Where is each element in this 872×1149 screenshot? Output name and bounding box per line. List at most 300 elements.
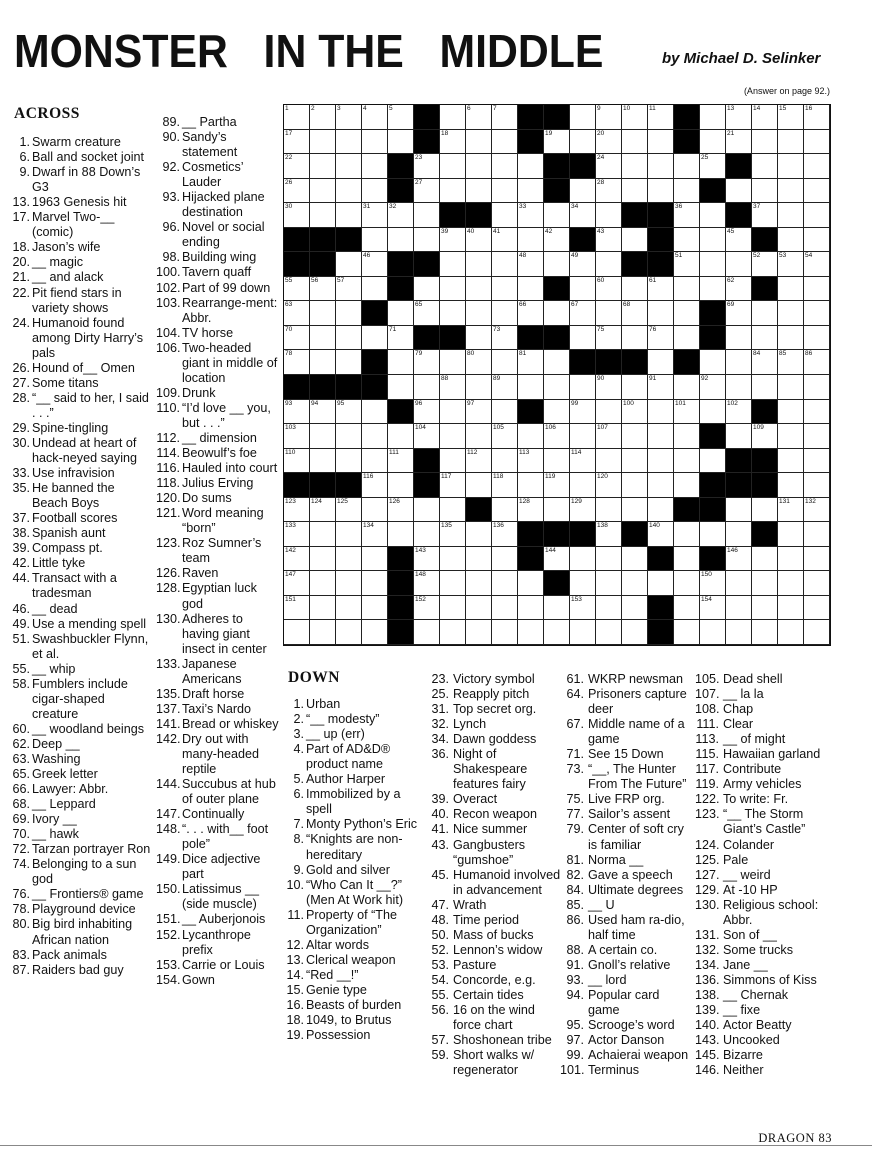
grid-square xyxy=(648,179,674,204)
grid-square xyxy=(570,400,596,425)
clue-number: 132. xyxy=(695,942,720,957)
clue-number: 149. xyxy=(156,852,181,867)
grid-square xyxy=(284,596,310,621)
clue-text: Humanoid found among Dirty Harry’s pals xyxy=(32,315,144,360)
grid-number: 143 xyxy=(415,546,426,554)
grid-square xyxy=(310,547,336,572)
across-clue xyxy=(14,902,152,917)
grid-square xyxy=(284,179,310,204)
clue-number: 80. xyxy=(12,917,30,932)
grid-number: 78 xyxy=(285,350,293,358)
clue-text: At -10 HP xyxy=(723,882,778,897)
grid-number: 14 xyxy=(753,105,761,112)
across-clue xyxy=(14,752,152,767)
grid-block xyxy=(700,424,726,449)
clue-number: 133. xyxy=(156,656,181,671)
grid-number: 85 xyxy=(779,350,787,358)
grid-square xyxy=(596,105,622,130)
clue-number: 117. xyxy=(695,762,719,777)
grid-number: 107 xyxy=(597,424,608,432)
grid-square xyxy=(700,252,726,277)
grid-square xyxy=(752,571,778,596)
across-clue xyxy=(156,325,280,341)
clue-number: 68. xyxy=(12,797,30,812)
grid-number: 32 xyxy=(389,203,397,211)
clue-text: Lennon’s widow xyxy=(453,942,543,957)
down-clue xyxy=(288,938,422,953)
grid-square xyxy=(310,179,336,204)
clue-number: 20. xyxy=(12,255,30,270)
grid-square xyxy=(804,130,830,155)
grid-square xyxy=(778,449,804,474)
grid-square xyxy=(648,301,674,326)
grid-square xyxy=(466,596,492,621)
clue-number: 49. xyxy=(12,616,30,631)
grid-square xyxy=(778,400,804,425)
grid-number: 124 xyxy=(311,497,322,505)
grid-square xyxy=(700,130,726,155)
grid-square xyxy=(622,130,648,155)
clue-number: 13. xyxy=(286,952,304,967)
across-clue xyxy=(14,270,152,285)
clue-number: 45. xyxy=(431,867,449,882)
across-clue xyxy=(14,255,152,270)
down-clue xyxy=(697,702,837,717)
clue-number: 151. xyxy=(156,912,181,927)
grid-square xyxy=(492,105,518,130)
grid-square xyxy=(388,498,414,523)
across-clue xyxy=(14,466,152,481)
clue-number: 120. xyxy=(156,491,181,506)
grid-square xyxy=(440,252,466,277)
grid-square xyxy=(518,252,544,277)
across-clue xyxy=(14,541,152,556)
across-clue xyxy=(156,852,280,882)
grid-square xyxy=(466,522,492,547)
clue-text: Ultimate degrees xyxy=(588,882,684,897)
grid-square xyxy=(440,473,466,498)
clue-text: A certain co. xyxy=(588,942,658,957)
down-clue xyxy=(427,822,561,837)
grid-number: 153 xyxy=(571,595,582,603)
grid-square xyxy=(726,596,752,621)
down-clue xyxy=(427,732,561,747)
grid-square xyxy=(310,301,336,326)
grid-square xyxy=(466,130,492,155)
grid-square xyxy=(674,326,700,351)
down-clue xyxy=(697,717,837,732)
grid-block xyxy=(726,154,752,179)
grid-square xyxy=(804,498,830,523)
grid-number: 40 xyxy=(467,227,475,235)
across-clue xyxy=(14,887,152,902)
clue-text: Japanese Americans xyxy=(182,656,242,686)
clue-number: 97. xyxy=(566,1033,584,1048)
clue-text: Ball and socket joint xyxy=(32,150,145,165)
grid-square xyxy=(752,375,778,400)
grid-square xyxy=(596,301,622,326)
clue-number: 111. xyxy=(696,717,719,732)
down-clue xyxy=(697,943,837,958)
grid-square xyxy=(310,277,336,302)
down-clue xyxy=(697,883,837,898)
clue-number: 25. xyxy=(431,687,449,702)
grid-square xyxy=(440,424,466,449)
grid-square xyxy=(310,424,336,449)
grid-square xyxy=(804,252,830,277)
grid-square xyxy=(440,154,466,179)
grid-square xyxy=(804,400,830,425)
grid-square xyxy=(388,424,414,449)
grid-number: 7 xyxy=(493,105,497,112)
clue-text: Achaierai weapon xyxy=(588,1048,689,1063)
grid-number: 109 xyxy=(753,424,764,432)
clue-number: 39. xyxy=(431,792,449,807)
across-clue xyxy=(160,190,280,220)
grid-number: 23 xyxy=(415,154,423,162)
grid-square xyxy=(544,400,570,425)
clue-number: 44. xyxy=(12,571,30,586)
grid-square xyxy=(752,326,778,351)
clue-text: Genie type xyxy=(306,982,367,997)
clue-text: Dead shell xyxy=(723,672,783,686)
clue-text: Use infravision xyxy=(32,466,115,481)
clue-number: 69. xyxy=(12,812,30,827)
down-clue xyxy=(697,762,837,777)
across-clue xyxy=(14,526,152,541)
grid-square xyxy=(414,522,440,547)
grid-square xyxy=(726,105,752,130)
down-clue xyxy=(288,1028,422,1043)
across-clue xyxy=(14,767,152,782)
clue-text: Word meaning “born” xyxy=(182,506,264,536)
grid-number: 66 xyxy=(519,301,527,309)
grid-number: 131 xyxy=(779,497,790,505)
grid-square xyxy=(362,252,388,277)
grid-square xyxy=(362,203,388,228)
grid-number: 39 xyxy=(441,227,449,235)
clue-number: 6. xyxy=(293,787,304,802)
grid-block xyxy=(570,228,596,253)
clue-number: 6. xyxy=(19,150,30,165)
grid-block xyxy=(674,105,700,130)
clue-text: “Red __!” xyxy=(306,967,359,982)
down-clue xyxy=(288,817,422,832)
across-clue xyxy=(14,617,152,632)
grid-square xyxy=(310,400,336,425)
clue-text: Simmons of Kiss xyxy=(723,972,817,987)
grid-square xyxy=(674,522,700,547)
grid-block xyxy=(700,473,726,498)
grid-square xyxy=(700,522,726,547)
grid-square xyxy=(440,596,466,621)
grid-square xyxy=(492,424,518,449)
grid-square xyxy=(466,449,492,474)
grid-square xyxy=(700,350,726,375)
across-clue xyxy=(160,220,280,250)
grid-square xyxy=(518,277,544,302)
grid-square xyxy=(362,179,388,204)
grid-square xyxy=(622,179,648,204)
grid-block xyxy=(440,326,466,351)
down-clue xyxy=(562,672,694,687)
grid-square xyxy=(492,449,518,474)
grid-square xyxy=(544,130,570,155)
clue-text: Pasture xyxy=(453,957,497,972)
across-clue xyxy=(14,662,152,677)
clue-number: 124. xyxy=(695,837,720,852)
across-clue xyxy=(156,716,280,732)
grid-square xyxy=(648,326,674,351)
grid-block xyxy=(310,252,336,277)
clue-text: Building wing xyxy=(182,250,257,265)
clue-number: 55. xyxy=(12,661,30,676)
grid-number: 154 xyxy=(701,595,712,603)
grid-square xyxy=(804,620,830,645)
clue-text: “Who Can It __?” (Men At Work hit) xyxy=(306,877,404,907)
grid-square xyxy=(492,130,518,155)
clue-number: 103. xyxy=(156,295,181,310)
clue-number: 102. xyxy=(156,280,181,295)
clue-number: 39. xyxy=(12,541,30,556)
clue-number: 57. xyxy=(431,1033,449,1048)
grid-square xyxy=(804,449,830,474)
grid-square xyxy=(310,154,336,179)
grid-square xyxy=(596,571,622,596)
grid-square xyxy=(492,596,518,621)
down-clue xyxy=(427,1033,561,1048)
clue-text: Possession xyxy=(306,1028,371,1043)
clue-number: 105. xyxy=(695,672,720,686)
grid-number: 151 xyxy=(285,595,296,603)
grid-square xyxy=(596,203,622,228)
across-clue xyxy=(14,286,152,316)
grid-number: 96 xyxy=(415,399,423,407)
down-clue xyxy=(562,943,694,958)
grid-square xyxy=(492,498,518,523)
page-footer: DRAGON 83 xyxy=(758,1131,832,1145)
grid-square xyxy=(492,228,518,253)
across-clue xyxy=(156,536,280,566)
grid-square xyxy=(726,400,752,425)
grid-number: 25 xyxy=(701,154,709,162)
grid-number: 125 xyxy=(337,497,348,505)
clue-text: __ weird xyxy=(723,867,771,882)
author-byline: by Michael D. Selinker xyxy=(662,50,821,67)
grid-number: 68 xyxy=(623,301,631,309)
grid-square xyxy=(414,547,440,572)
grid-square xyxy=(596,130,622,155)
grid-square xyxy=(388,130,414,155)
grid-square xyxy=(726,130,752,155)
clue-number: 94. xyxy=(566,987,584,1002)
grid-square xyxy=(284,203,310,228)
grid-block xyxy=(752,522,778,547)
clue-number: 85. xyxy=(566,897,584,912)
grid-square xyxy=(466,154,492,179)
clue-text: __ whip xyxy=(32,661,76,676)
grid-square xyxy=(752,179,778,204)
grid-square xyxy=(778,473,804,498)
grid-square xyxy=(752,596,778,621)
grid-number: 112 xyxy=(467,448,478,456)
clue-text: __ dimension xyxy=(182,430,257,445)
grid-square xyxy=(700,228,726,253)
grid-square xyxy=(596,375,622,400)
clue-number: 40. xyxy=(431,807,449,822)
clue-text: “__ said to her, I said . . .” xyxy=(32,390,149,420)
grid-square xyxy=(466,620,492,645)
grid-square xyxy=(778,228,804,253)
clue-number: 92. xyxy=(162,160,180,175)
down-clue xyxy=(427,717,561,732)
clue-text: Actor Danson xyxy=(588,1033,665,1048)
across-clue xyxy=(156,581,280,611)
grid-number: 9 xyxy=(597,105,601,112)
down-clue xyxy=(427,687,561,702)
clue-text: Gown xyxy=(182,972,215,987)
grid-square xyxy=(596,596,622,621)
grid-square xyxy=(622,547,648,572)
grid-square xyxy=(440,571,466,596)
across-clue xyxy=(156,686,280,702)
down-clues-part-3 xyxy=(562,672,694,1078)
clue-number: 26. xyxy=(12,360,30,375)
clue-text: 1963 Genesis hit xyxy=(32,195,127,210)
grid-square xyxy=(466,277,492,302)
grid-square xyxy=(804,424,830,449)
clue-number: 119. xyxy=(695,777,719,792)
clue-number: 114. xyxy=(156,446,180,461)
grid-square xyxy=(674,424,700,449)
grid-block xyxy=(466,498,492,523)
clue-text: To write: Fr. xyxy=(723,792,789,807)
grid-square xyxy=(466,400,492,425)
grid-square xyxy=(622,424,648,449)
down-clue xyxy=(562,822,694,852)
grid-square xyxy=(388,473,414,498)
grid-number: 30 xyxy=(285,203,293,211)
clue-text: Beowulf’s foe xyxy=(182,446,257,461)
grid-number: 46 xyxy=(363,252,371,260)
grid-square xyxy=(674,203,700,228)
grid-number: 42 xyxy=(545,227,553,235)
grid-square xyxy=(778,596,804,621)
grid-square xyxy=(596,228,622,253)
grid-number: 117 xyxy=(441,473,452,481)
grid-square xyxy=(440,105,466,130)
answer-note: (Answer on page 92.) xyxy=(743,86,830,96)
down-clue xyxy=(697,777,837,792)
grid-number: 57 xyxy=(337,276,345,284)
clue-number: 71. xyxy=(566,747,584,762)
across-clue xyxy=(156,701,280,717)
across-clue xyxy=(156,777,280,807)
across-clue xyxy=(14,135,152,150)
down-clue xyxy=(697,732,837,747)
clue-text: Pale xyxy=(723,852,749,867)
grid-square xyxy=(778,424,804,449)
grid-number: 41 xyxy=(493,227,501,235)
clue-number: 2. xyxy=(293,712,304,727)
grid-block xyxy=(700,498,726,523)
down-clue xyxy=(562,762,694,792)
grid-square xyxy=(336,105,362,130)
grid-square xyxy=(778,130,804,155)
across-clues-part-2 xyxy=(156,115,280,988)
grid-square xyxy=(674,547,700,572)
grid-square xyxy=(518,301,544,326)
clue-text: Raiders bad guy xyxy=(32,962,124,977)
down-clue xyxy=(427,1048,561,1078)
across-clue xyxy=(156,400,280,431)
grid-block xyxy=(414,449,440,474)
clue-number: 118. xyxy=(156,476,180,491)
grid-square xyxy=(336,498,362,523)
grid-square xyxy=(570,424,596,449)
clue-text: Pit fiend stars in variety shows xyxy=(32,285,122,315)
across-clue xyxy=(14,376,152,391)
clue-number: 81. xyxy=(566,852,584,867)
grid-number: 101 xyxy=(675,399,686,407)
grid-square xyxy=(596,449,622,474)
clue-number: 24. xyxy=(12,315,30,330)
grid-number: 119 xyxy=(545,473,556,481)
grid-square xyxy=(440,547,466,572)
grid-square xyxy=(518,228,544,253)
grid-block xyxy=(622,522,648,547)
grid-square xyxy=(778,301,804,326)
grid-square xyxy=(544,203,570,228)
grid-square xyxy=(804,203,830,228)
grid-square xyxy=(362,596,388,621)
grid-block xyxy=(518,130,544,155)
grid-square xyxy=(804,571,830,596)
clue-text: Adheres to having giant insect in center xyxy=(182,611,267,656)
clue-number: 22. xyxy=(12,285,30,300)
grid-square xyxy=(518,350,544,375)
grid-number: 95 xyxy=(337,399,345,407)
clue-text: Center of soft cry is familiar xyxy=(588,822,684,852)
clue-text: Washing xyxy=(32,751,81,766)
clue-number: 96. xyxy=(162,220,180,235)
down-clue xyxy=(562,807,694,822)
clue-number: 9. xyxy=(19,165,30,180)
down-clue xyxy=(562,973,694,988)
grid-square xyxy=(414,596,440,621)
across-clue xyxy=(14,782,152,797)
down-clue xyxy=(288,787,422,817)
grid-square xyxy=(596,252,622,277)
grid-square xyxy=(570,326,596,351)
grid-square xyxy=(414,228,440,253)
across-clue xyxy=(14,436,152,466)
clue-text: __ woodland beings xyxy=(32,721,145,736)
down-column-1 xyxy=(288,670,422,1043)
clue-number: 65. xyxy=(12,767,30,782)
clue-text: Used ham ra-dio, half time xyxy=(588,912,685,942)
clue-number: 11. xyxy=(287,907,304,922)
grid-square xyxy=(752,547,778,572)
grid-square xyxy=(362,522,388,547)
grid-number: 133 xyxy=(285,522,296,530)
clue-number: 100. xyxy=(156,265,181,280)
grid-number: 18 xyxy=(441,129,449,137)
down-clue xyxy=(427,672,561,687)
grid-square xyxy=(700,203,726,228)
clue-number: 145. xyxy=(695,1048,720,1063)
grid-number: 129 xyxy=(571,497,582,505)
